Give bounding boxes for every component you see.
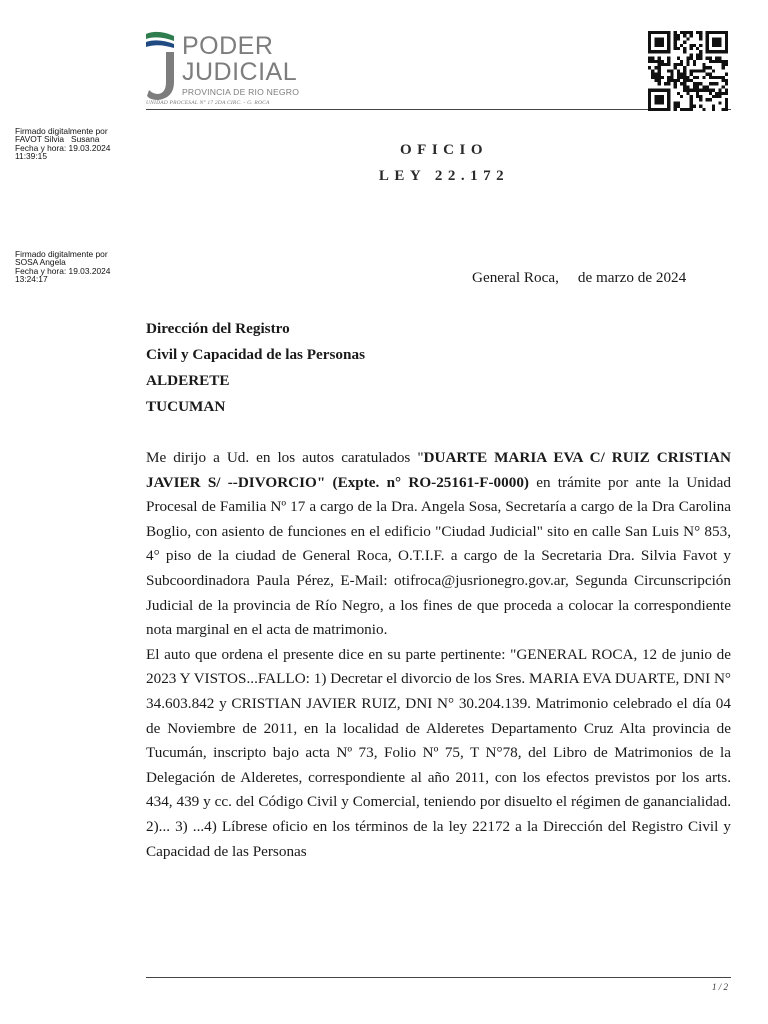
signature-time: 13:24:17 [15,273,48,284]
addressee-line-2: Civil y Capacidad de las Personas [146,346,365,363]
qr-code-icon [648,31,728,111]
signature-label: Firmado digitalmente por [15,126,108,136]
signature-name: SOSA Angela [15,257,66,268]
signature-name: FAVOT Silvia Susana [15,134,100,145]
body-p1-intro: Me dirijo a Ud. en los autos caratulados " [146,449,424,466]
signature-date: Fecha y hora: 19.03.2024 [15,142,111,153]
logo-line-province: PROVINCIA DE RIO NEGRO [182,87,300,97]
digital-signature-sosa [15,250,110,283]
signature-date: Fecha y hora: 19.03.2024 [15,265,111,276]
body-paragraph-2: El auto que ordena el presente dice en su parte pertinente: "GENERAL ROCA, 12 de junio de 2023 Y VISTOS...FALLO: 1) Decretar el divorcio de los Sres. MARIA EVA DUARTE, DNI N° 34.603.842 y CRISTIAN JAVIER RUIZ, DNI N° 30.204.139. Matrimonio celebrado el día 04 de Noviembre de 2011, en la localidad de Alderetes Departamento Cruz Alta provincia de Tucumán, inscripto bajo acta Nº 73, Folio Nº 75, T N°78, del Libro de Matrimonios de la Delegación de Alderetes, correspondiente al año 2011, con los efectos previstos por los arts. 434, 439 y cc. del Código Civil y Comercial, teniendo por disuelto el régimen de ganancialidad. 2)... 3) ...4) Líbrese oficio en los términos de la ley 22172 a la Dirección del Registro Civil y Capacidad de las Personas [146,645,731,860]
body-paragraph-1 [146,446,731,643]
page-number: 1 / 2 [712,982,729,992]
addressee-line-1: Dirección del Registro [146,320,290,337]
logo-title [182,34,299,97]
document-title: OFICIO [399,142,488,158]
body-p1-rest: en trámite por ante la Unidad Procesal de Familia Nº 17 a cargo de la Dra. Angela Sosa, Secretaría a cargo de la Dra Carolina Boglio, con asiento de funciones en el edificio "Ciudad Judicial" sito en calle San Luis N° 853, 4° piso de la ciudad de General Roca, O.T.I.F. a cargo de la Secretaria Dra. Silvia Favot y Subcoordinadora Paula Pérez, E-Mail: otifroca@jusrionegro.gov.ar, Segunda Circunscripción Judicial de la provincia de Río Negro, a los fines de que proceda a colocar la correspondiente nota marginal en el acta de matrimonio. [146,473,731,639]
unit-line: UNIDAD PROCESAL N° 17 2DA CIRC. - G. ROCA [146,100,270,106]
case-caption: DUARTE MARIA EVA C/ RUIZ CRISTIAN JAVIER S/ --DIVORCIO" (Expte. n° RO-25161-F-0000) [146,449,731,491]
addressee-line-4: TUCUMAN [146,398,226,415]
logo-line-poder: PODER [182,32,274,60]
logo-line-judicial: JUDICIAL [182,58,298,86]
place-date: General Roca, de marzo de 2024 [472,269,687,286]
poder-judicial-logo-icon [144,30,178,102]
signature-time: 11:39:15 [15,150,47,161]
body-text [146,446,731,864]
signature-label: Firmado digitalmente por [15,249,108,259]
footer-divider [146,977,731,978]
header-divider [146,109,731,110]
addressee-line-3: ALDERETE [146,372,230,389]
document-subtitle-law: LEY 22.172 [378,168,510,184]
